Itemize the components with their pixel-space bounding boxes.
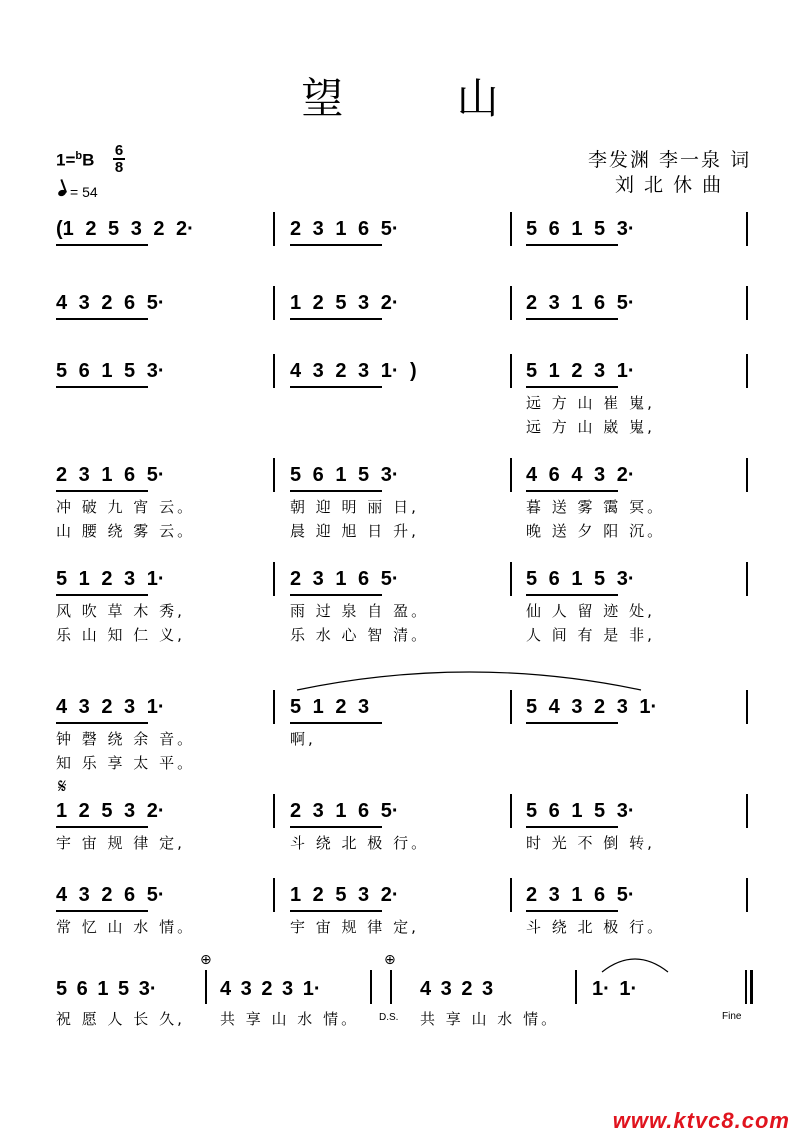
measure-notes: 1 2 5 3 2· [290, 884, 399, 906]
measure-notes: 5 6 1 5 3· [526, 218, 635, 240]
slur-curve [295, 664, 645, 694]
beam-line [526, 386, 618, 388]
lyricist-credit: 李发渊 李一泉 词 [588, 149, 752, 171]
lyric-text: 宇 宙 规 律 定, [56, 834, 185, 852]
lyric-text: 晨 迎 旭 日 升, [290, 522, 419, 540]
lyric-text: 斗 绕 北 极 行。 [290, 834, 430, 852]
beam-line [526, 490, 618, 492]
beam-line [56, 318, 148, 320]
bar-line [575, 970, 577, 1004]
coda-sign: ⊕ [200, 952, 212, 968]
bar-line [746, 458, 748, 492]
lyric-text: 乐 水 心 智 清。 [290, 626, 430, 644]
beam-line [526, 244, 618, 246]
beam-line [526, 594, 618, 596]
beam-line [56, 490, 148, 492]
lyric-text: 人 间 有 是 非, [526, 626, 655, 644]
measure-notes: 2 3 1 6 5· [290, 800, 399, 822]
bar-line [273, 562, 275, 596]
lyric-text: 祝 愿 人 长 久, [56, 1010, 185, 1028]
bar-line [510, 878, 512, 912]
bar-line [273, 286, 275, 320]
measure-notes: 5 1 2 3 [290, 696, 370, 718]
measure-notes: 5 4 3 2 3 1· [526, 696, 658, 718]
measure-notes: 4 3 2 3 [420, 978, 494, 1000]
beam-line [56, 244, 148, 246]
measure-notes: 4 3 2 3 1· ) [290, 360, 417, 382]
bar-line [746, 286, 748, 320]
lyric-text: 钟 磬 绕 余 音。 [56, 730, 196, 748]
lyric-text: 常 忆 山 水 情。 [56, 918, 196, 936]
bar-line [510, 458, 512, 492]
beam-line [56, 722, 148, 724]
beam-line [56, 386, 148, 388]
lyric-text: 晚 送 夕 阳 沉。 [526, 522, 666, 540]
beam-line [290, 722, 382, 724]
key-signature: 1=$^b$B [56, 150, 95, 170]
bar-line [370, 970, 372, 1004]
segno-sign: 𝄋 [58, 774, 67, 798]
lyric-text: 冲 破 九 宵 云。 [56, 498, 196, 516]
beam-line [526, 826, 618, 828]
measure-notes: 2 3 1 6 5· [526, 292, 635, 314]
beam-line [56, 826, 148, 828]
lyric-text: 远 方 山 崴 嵬, [526, 418, 655, 436]
lyric-text: 时 光 不 倒 转, [526, 834, 655, 852]
lyric-text: 朝 迎 明 丽 日, [290, 498, 419, 516]
bar-line [273, 794, 275, 828]
lyric-text: 啊, [290, 730, 316, 748]
bar-line [746, 354, 748, 388]
bar-line [510, 690, 512, 724]
measure-notes: 5 6 1 5 3· [290, 464, 399, 486]
time-signature: 6 8 [114, 142, 124, 176]
lyric-text: 共 享 山 水 情。 [220, 1010, 360, 1028]
bar-line [273, 354, 275, 388]
beam-line [290, 594, 382, 596]
measure-notes: 1 2 5 3 2· [290, 292, 399, 314]
bar-line [510, 794, 512, 828]
measure-notes: 2 3 1 6 5· [56, 464, 165, 486]
measure-notes: 1· 1· [592, 978, 638, 1000]
measure-notes: 4 3 2 6 5· [56, 884, 165, 906]
measure-notes: 5 6 1 5 3· [526, 568, 635, 590]
page-title: 望 山 [301, 74, 549, 123]
beam-line [526, 910, 618, 912]
measure-notes: 2 3 1 6 5· [290, 218, 399, 240]
bar-line [746, 690, 748, 724]
lyric-text: 斗 绕 北 极 行。 [526, 918, 666, 936]
measure-notes: 5 6 1 5 3· [526, 800, 635, 822]
coda-sign: ⊕ [384, 952, 396, 968]
bar-line [510, 286, 512, 320]
measure-notes: 5 1 2 3 1· [526, 360, 635, 382]
measure-notes: 4 3 2 3 1· [56, 696, 165, 718]
beam-line [526, 722, 618, 724]
tie-curve [600, 952, 670, 976]
bar-line [273, 690, 275, 724]
beam-line [56, 910, 148, 912]
bar-line [273, 878, 275, 912]
bar-line [510, 354, 512, 388]
beam-line [290, 490, 382, 492]
lyric-text: 仙 人 留 迹 处, [526, 602, 655, 620]
bar-line [273, 212, 275, 246]
dal-segno-marking: D.S. [379, 1012, 399, 1023]
measure-notes: 2 3 1 6 5· [526, 884, 635, 906]
bar-line [746, 794, 748, 828]
lyric-text: 远 方 山 崔 嵬, [526, 394, 655, 412]
tempo-marking: = 54 [58, 184, 98, 200]
beam-line [526, 318, 618, 320]
composer-credit: 刘 北 休 曲 [615, 174, 724, 196]
bar-line [273, 458, 275, 492]
beam-line [56, 594, 148, 596]
beam-line [290, 826, 382, 828]
bar-line [510, 212, 512, 246]
lyric-text: 山 腰 绕 雾 云。 [56, 522, 196, 540]
beam-line [290, 386, 382, 388]
measure-notes: 4 6 4 3 2· [526, 464, 635, 486]
measure-notes: (1 2 5 3 2 2· [56, 218, 194, 240]
bar-line [746, 878, 748, 912]
lyric-text: 知 乐 享 太 平。 [56, 754, 196, 772]
lyric-text: 雨 过 泉 自 盈。 [290, 602, 430, 620]
bar-line [205, 970, 207, 1004]
measure-notes: 1 2 5 3 2· [56, 800, 165, 822]
lyric-text: 暮 送 雾 霭 冥。 [526, 498, 666, 516]
beam-line [290, 910, 382, 912]
measure-notes: 4 3 2 3 1· [220, 978, 321, 1000]
lyric-text: 宇 宙 规 律 定, [290, 918, 419, 936]
measure-notes: 4 3 2 6 5· [56, 292, 165, 314]
fine-marking: Fine [722, 1011, 742, 1022]
bar-line [510, 562, 512, 596]
lyric-text: 共 享 山 水 情。 [420, 1010, 560, 1028]
bar-line [746, 562, 748, 596]
measure-notes: 5 6 1 5 3· [56, 360, 165, 382]
beam-line [290, 244, 382, 246]
bar-line [746, 212, 748, 246]
lyric-text: 乐 山 知 仁 义, [56, 626, 185, 644]
bar-line [745, 970, 747, 1004]
quarter-note-icon [57, 189, 67, 197]
measure-notes: 2 3 1 6 5· [290, 568, 399, 590]
beam-line [290, 318, 382, 320]
measure-notes: 5 1 2 3 1· [56, 568, 165, 590]
repeat-bar-line [390, 970, 392, 1004]
lyric-text: 风 吹 草 木 秀, [56, 602, 185, 620]
measure-notes: 5 6 1 5 3· [56, 978, 157, 1000]
watermark: www.ktvc8.com [612, 1108, 790, 1133]
final-bar-line [750, 970, 753, 1004]
